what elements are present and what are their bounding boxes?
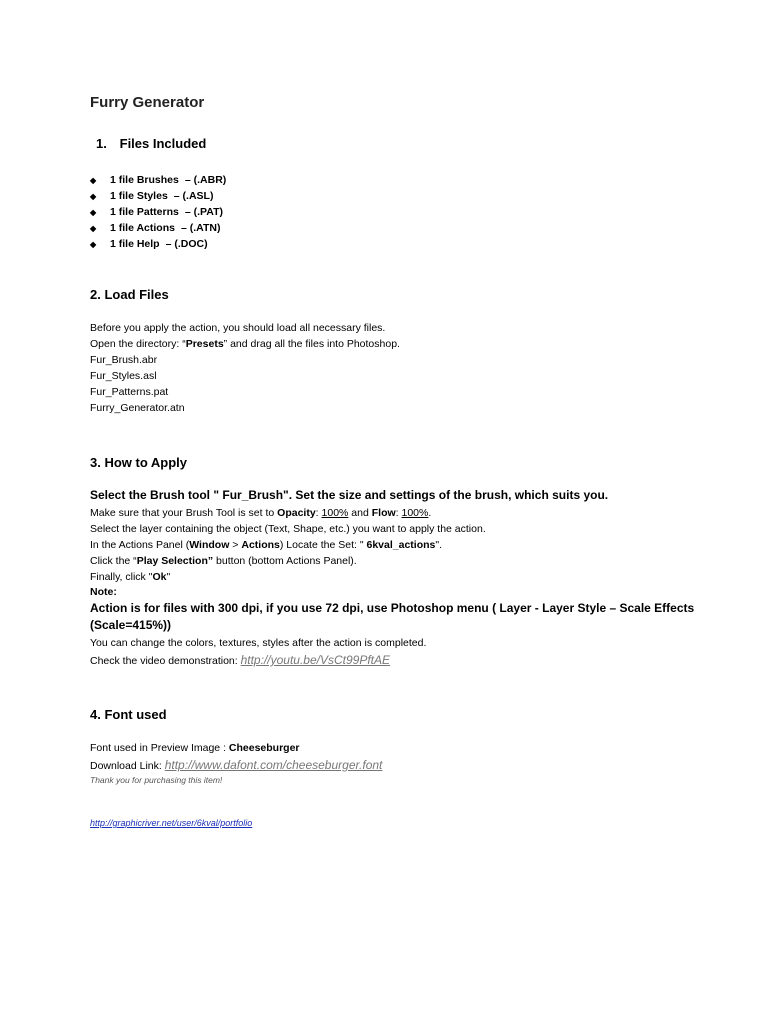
text: :	[395, 507, 402, 519]
diamond-bullet-icon: ◆	[90, 208, 97, 217]
brush-tool-instruction: Select the Brush tool " Fur_Brush". Set the size and settings of the brush, which suits you.	[90, 488, 609, 502]
file-name: 1 file Actions	[110, 222, 175, 234]
dpi-300: 300 dpi	[218, 601, 260, 615]
dpi-72: 72 dpi	[325, 601, 361, 615]
font-used-line	[90, 740, 300, 756]
download-link[interactable]: http://www.dafont.com/cheeseburger.font	[164, 758, 383, 772]
load-files-intro: Before you apply the action, you should load all necessary files.	[90, 322, 386, 334]
section-font-used-heading: 4. Font used	[90, 707, 167, 722]
section-files-included-heading	[96, 136, 206, 151]
diamond-bullet-icon: ◆	[90, 192, 97, 201]
scale-value: (Scale=415%))	[90, 618, 172, 632]
play-selection-line	[90, 553, 357, 569]
download-link-line	[90, 757, 382, 774]
opacity-value: 100%	[321, 507, 349, 519]
file-name-actions: Furry_Generator.atn	[90, 402, 185, 414]
diamond-bullet-icon: ◆	[90, 240, 97, 249]
file-name: 1 file Brushes	[110, 174, 179, 186]
text: Click the “	[90, 555, 137, 567]
finally-click-ok-line	[90, 569, 170, 585]
opacity-label: Opacity	[277, 507, 316, 519]
video-link[interactable]: http://youtu.be/VsCt99PftAE	[240, 653, 391, 667]
scale-effects-menu-path: Layer - Layer Style – Scale Effects	[499, 601, 695, 615]
file-name-brush: Fur_Brush.abr	[90, 354, 158, 366]
font-name: Cheeseburger	[228, 742, 300, 754]
list-item	[90, 188, 226, 204]
text: Open the directory: “	[90, 338, 186, 350]
text: :	[315, 507, 322, 519]
text: ) Locate the Set: "	[279, 539, 367, 551]
actions-menu-name: Actions	[241, 539, 280, 551]
ok-label: Ok	[152, 571, 167, 583]
window-menu-name: Window	[189, 539, 230, 551]
diamond-bullet-icon: ◆	[90, 224, 97, 233]
text: button (bottom Actions Panel).	[213, 555, 357, 567]
actions-panel-line	[90, 537, 442, 553]
list-item	[90, 172, 226, 188]
note-label: Note:	[90, 586, 117, 598]
section-load-files-heading: 2. Load Files	[90, 287, 169, 302]
text: >	[229, 539, 242, 551]
file-name-styles: Fur_Styles.asl	[90, 370, 157, 382]
text: Check the video demonstration:	[90, 655, 241, 667]
text: .	[428, 507, 432, 519]
portfolio-link[interactable]: http://graphicriver.net/user/6kval/portfolio	[90, 818, 253, 828]
thank-you-note: Thank you for purchasing this item!	[90, 775, 223, 785]
text: , if you use	[259, 601, 326, 615]
opacity-flow-line	[90, 505, 431, 521]
change-colors-line: You can change the colors, textures, styles after the action is completed.	[90, 637, 427, 649]
text: and	[348, 507, 372, 519]
play-selection-label: Play Selection”	[136, 555, 214, 567]
text: ” and drag all the files into Photoshop.	[223, 338, 400, 350]
presets-folder-name: Presets	[185, 338, 224, 350]
file-name: 1 file Help	[110, 238, 160, 250]
section-how-to-apply-heading: 3. How to Apply	[90, 455, 188, 470]
action-set-name: 6kval_actions	[366, 539, 436, 551]
file-extension: – (.ASL)	[173, 190, 214, 202]
text: Make sure that your Brush Tool is set to	[90, 507, 278, 519]
dpi-note-line	[90, 601, 694, 615]
file-extension: – (.ATN)	[180, 222, 221, 234]
text: , use Photoshop menu (	[360, 601, 500, 615]
select-layer-line: Select the layer containing the object (Text, Shape, etc.) you want to apply the action.	[90, 523, 486, 535]
text: Font used in Preview Image :	[90, 742, 229, 754]
text: ".	[435, 539, 443, 551]
diamond-bullet-icon: ◆	[90, 176, 97, 185]
files-included-list	[90, 172, 226, 252]
flow-label: Flow	[371, 507, 396, 519]
file-name: 1 file Styles	[110, 190, 168, 202]
text: Finally, click "	[90, 571, 153, 583]
list-item	[90, 204, 226, 220]
file-extension: – (.ABR)	[184, 174, 227, 186]
document-title: Furry Generator	[90, 94, 205, 111]
section-heading-text: Files Included	[119, 136, 207, 151]
text: Action is for files with	[90, 601, 219, 615]
load-files-directory-line	[90, 336, 400, 352]
flow-value: 100%	[401, 507, 429, 519]
file-name: 1 file Patterns	[110, 206, 179, 218]
file-extension: – (.DOC)	[165, 238, 208, 250]
text: In the Actions Panel (	[90, 539, 190, 551]
list-item	[90, 236, 226, 252]
video-demo-line	[90, 652, 390, 669]
text: "	[166, 571, 171, 583]
list-item	[90, 220, 226, 236]
section-number: 1.	[96, 136, 107, 151]
text: Download Link:	[90, 760, 165, 772]
file-name-patterns: Fur_Patterns.pat	[90, 386, 169, 398]
file-extension: – (.PAT)	[184, 206, 223, 218]
